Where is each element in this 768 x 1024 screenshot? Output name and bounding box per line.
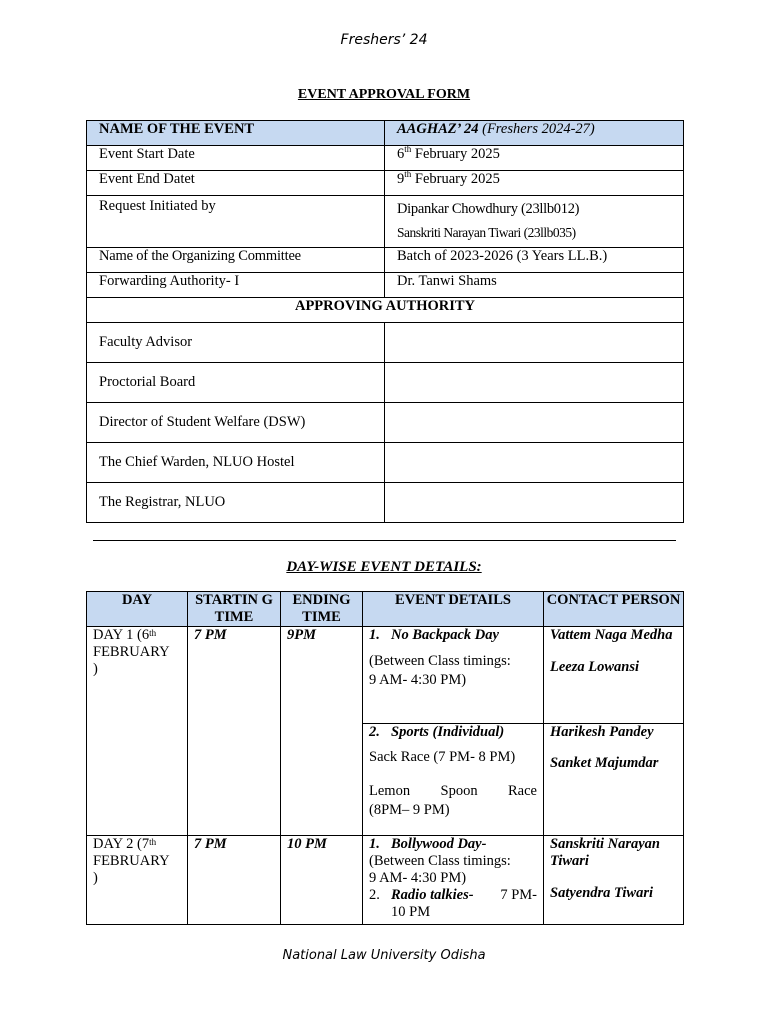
signature-cell — [385, 483, 684, 523]
event-approval-table — [86, 120, 684, 523]
end-date-row — [87, 171, 684, 196]
table-header-row — [87, 592, 684, 627]
column-header-day: DAY — [87, 592, 188, 627]
end-time-cell: 10 PM — [281, 836, 363, 925]
event-details-cell: 1. Bollywood Day- (Between Class timings: 9 AM- 4:30 PM) 2. Radio talkies- 7 PM- 10 PM — [363, 836, 544, 925]
divider — [93, 540, 676, 541]
event-title: Bollywood Day- — [391, 836, 487, 852]
column-header-contact: CONTACT PERSON — [544, 592, 684, 627]
forwarding-row — [87, 273, 684, 298]
event-title: No Backpack Day — [391, 627, 499, 643]
contact-cell: Harikesh Pandey Sanket Majumdar — [544, 724, 684, 836]
event-title: Radio talkies- — [391, 887, 474, 903]
column-header-start: STARTIN G TIME — [188, 592, 281, 627]
column-header-end: ENDING TIME — [281, 592, 363, 627]
committee-value: Batch of 2023-2026 (3 Years LL.B.) — [385, 248, 684, 273]
page-header: Freshers’ 24 — [340, 32, 428, 48]
authority-row — [87, 483, 684, 523]
event-details-cell: 1. No Backpack Day (Between Class timings: 9 AM- 4:30 PM) — [363, 627, 544, 724]
column-header-details: EVENT DETAILS — [363, 592, 544, 627]
event-title: Sports (Individual) — [391, 724, 505, 740]
authority-label: The Registrar, NLUO — [87, 483, 385, 523]
approving-authority-row — [87, 298, 684, 323]
authority-label: The Chief Warden, NLUO Hostel — [87, 443, 385, 483]
day-cell: DAY 2 (7th FEBRUARY ) — [87, 836, 188, 925]
event-details-cell: 2. Sports (Individual) Sack Race (7 PM- 8 PM) Lemon Spoon Race (8PM– 9 PM) — [363, 724, 544, 836]
contact-cell: Sanskriti Narayan Tiwari Satyendra Tiwari — [544, 836, 684, 925]
start-date-label: Event Start Date — [87, 146, 385, 171]
end-date-value: 9th February 2025 — [385, 171, 684, 196]
authority-row — [87, 363, 684, 403]
day-cell: DAY 1 (6th FEBRUARY ) — [87, 627, 188, 836]
signature-cell — [385, 323, 684, 363]
start-time-cell: 7 PM — [188, 627, 281, 836]
signature-cell — [385, 363, 684, 403]
start-date-value: 6th February 2025 — [385, 146, 684, 171]
request-line-2: Sanskriti Narayan Tiwari (23llb035) — [397, 225, 576, 240]
table-row — [87, 627, 684, 724]
request-line-1: Dipankar Chowdhury (23llb012) — [397, 201, 580, 217]
authority-row — [87, 323, 684, 363]
section-title: DAY-WISE EVENT DETAILS: — [286, 559, 482, 575]
event-name-main: AAGHAZ’ 24 — [397, 121, 479, 137]
request-row — [87, 196, 684, 248]
event-name-value — [385, 121, 684, 146]
page-footer: National Law University Odisha — [282, 948, 486, 963]
authority-row — [87, 403, 684, 443]
request-value — [385, 196, 684, 248]
authority-label: Director of Student Welfare (DSW) — [87, 403, 385, 443]
start-date-row — [87, 146, 684, 171]
authority-label: Faculty Advisor — [87, 323, 385, 363]
event-name-sub: (Freshers 2024-27) — [482, 121, 595, 137]
signature-cell — [385, 443, 684, 483]
request-label: Request Initiated by — [87, 196, 385, 248]
signature-cell — [385, 403, 684, 443]
authority-label: Proctorial Board — [87, 363, 385, 403]
forwarding-value: Dr. Tanwi Shams — [385, 273, 684, 298]
approving-authority-title: APPROVING AUTHORITY — [87, 298, 684, 323]
start-time-cell: 7 PM — [188, 836, 281, 925]
end-date-label: Event End Datet — [87, 171, 385, 196]
day-wise-table — [86, 591, 684, 925]
committee-label: Name of the Organizing Committee — [87, 248, 385, 273]
end-time-cell: 9PM — [281, 627, 363, 836]
contact-cell: Vattem Naga Medha Leeza Lowansi — [544, 627, 684, 724]
event-name-row — [87, 121, 684, 146]
committee-row — [87, 248, 684, 273]
form-title: EVENT APPROVAL FORM — [297, 87, 471, 102]
authority-row — [87, 443, 684, 483]
forwarding-label: Forwarding Authority- I — [87, 273, 385, 298]
event-name-label: NAME OF THE EVENT — [87, 121, 385, 146]
table-row — [87, 836, 684, 925]
